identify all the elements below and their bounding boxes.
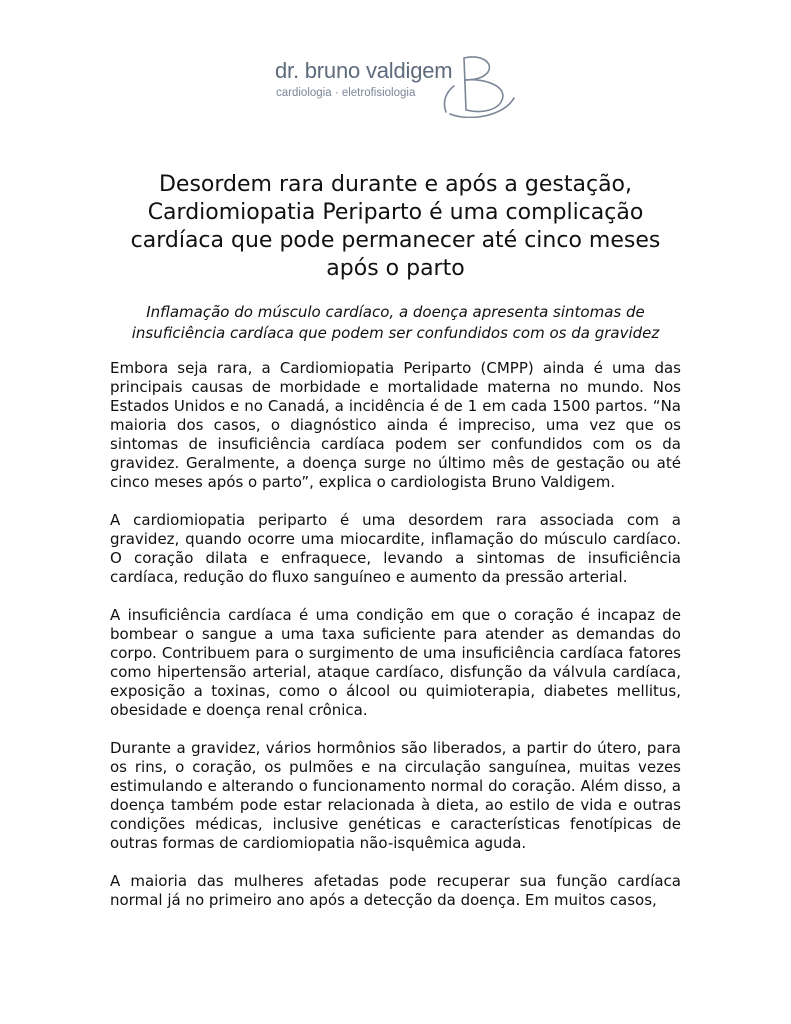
logo-b-monogram-icon bbox=[440, 52, 520, 118]
article-paragraph: A cardiomiopatia periparto é uma desordem rara associada com a gravidez, quando ocorre uma miocardite, inflamação do músculo cardíaco. O coração dilata e enfraquece, levando a sintomas de insuficiência cardíaca, redução do fluxo sanguíneo e aumento da pressão arterial. bbox=[110, 511, 681, 586]
article-paragraph: Durante a gravidez, vários hormônios são liberados, a partir do útero, para os rins, o coração, os pulmões e na circulação sanguínea, muitas vezes estimulando e alterando o funcionamento normal do coração. Além disso, a doença também pode estar relacionada à dieta, ao estilo de vida e outras condições médicas, inclusive genéticas e características fenotípicas de outras formas de cardiomiopatia não-isquêmica aguda. bbox=[110, 739, 681, 852]
article-paragraph: A maioria das mulheres afetadas pode recuperar sua função cardíaca normal já no primeiro ano após a detecção da doença. Em muitos casos, bbox=[110, 872, 681, 909]
logo-tagline: cardiologia · eletrofisiologia bbox=[276, 87, 416, 99]
logo bbox=[275, 58, 535, 118]
article-title: Desordem rara durante e após a gestação, Cardiomiopatia Periparto é uma complicação cardíaca que pode permanecer até cinco meses após o parto bbox=[130, 172, 661, 281]
logo-name: dr. bruno valdigem bbox=[275, 58, 453, 83]
article-paragraph: A insuficiência cardíaca é uma condição em que o coração é incapaz de bombear o sangue a uma taxa suficiente para atender as demandas do corpo. Contribuem para o surgimento de uma insuficiência cardíaca fatores como hipertensão arterial, ataque cardíaco, disfunção da válvula cardíaca, exposição a toxinas, como o álcool ou quimioterapia, diabetes mellitus, obesidade e doença renal crônica. bbox=[110, 606, 681, 719]
article-body bbox=[110, 359, 681, 929]
article-paragraph: Embora seja rara, a Cardiomiopatia Periparto (CMPP) ainda é uma das principais causas de morbidade e mortalidade materna no mundo. Nos Estados Unidos e no Canadá, a incidência é de 1 em cada 1500 partos. “Na maioria dos casos, o diagnóstico ainda é impreciso, uma vez que os sintomas de insuficiência cardíaca podem ser confundidos com os da gravidez. Geralmente, a doença surge no último mês de gestação ou até cinco meses após o parto”, explica o cardiologista Bruno Valdigem. bbox=[110, 359, 681, 491]
article-subtitle: Inflamação do músculo cardíaco, a doença apresenta sintomas de insuficiência cardíaca que podem ser confundidos com os da gravidez bbox=[131, 303, 660, 342]
